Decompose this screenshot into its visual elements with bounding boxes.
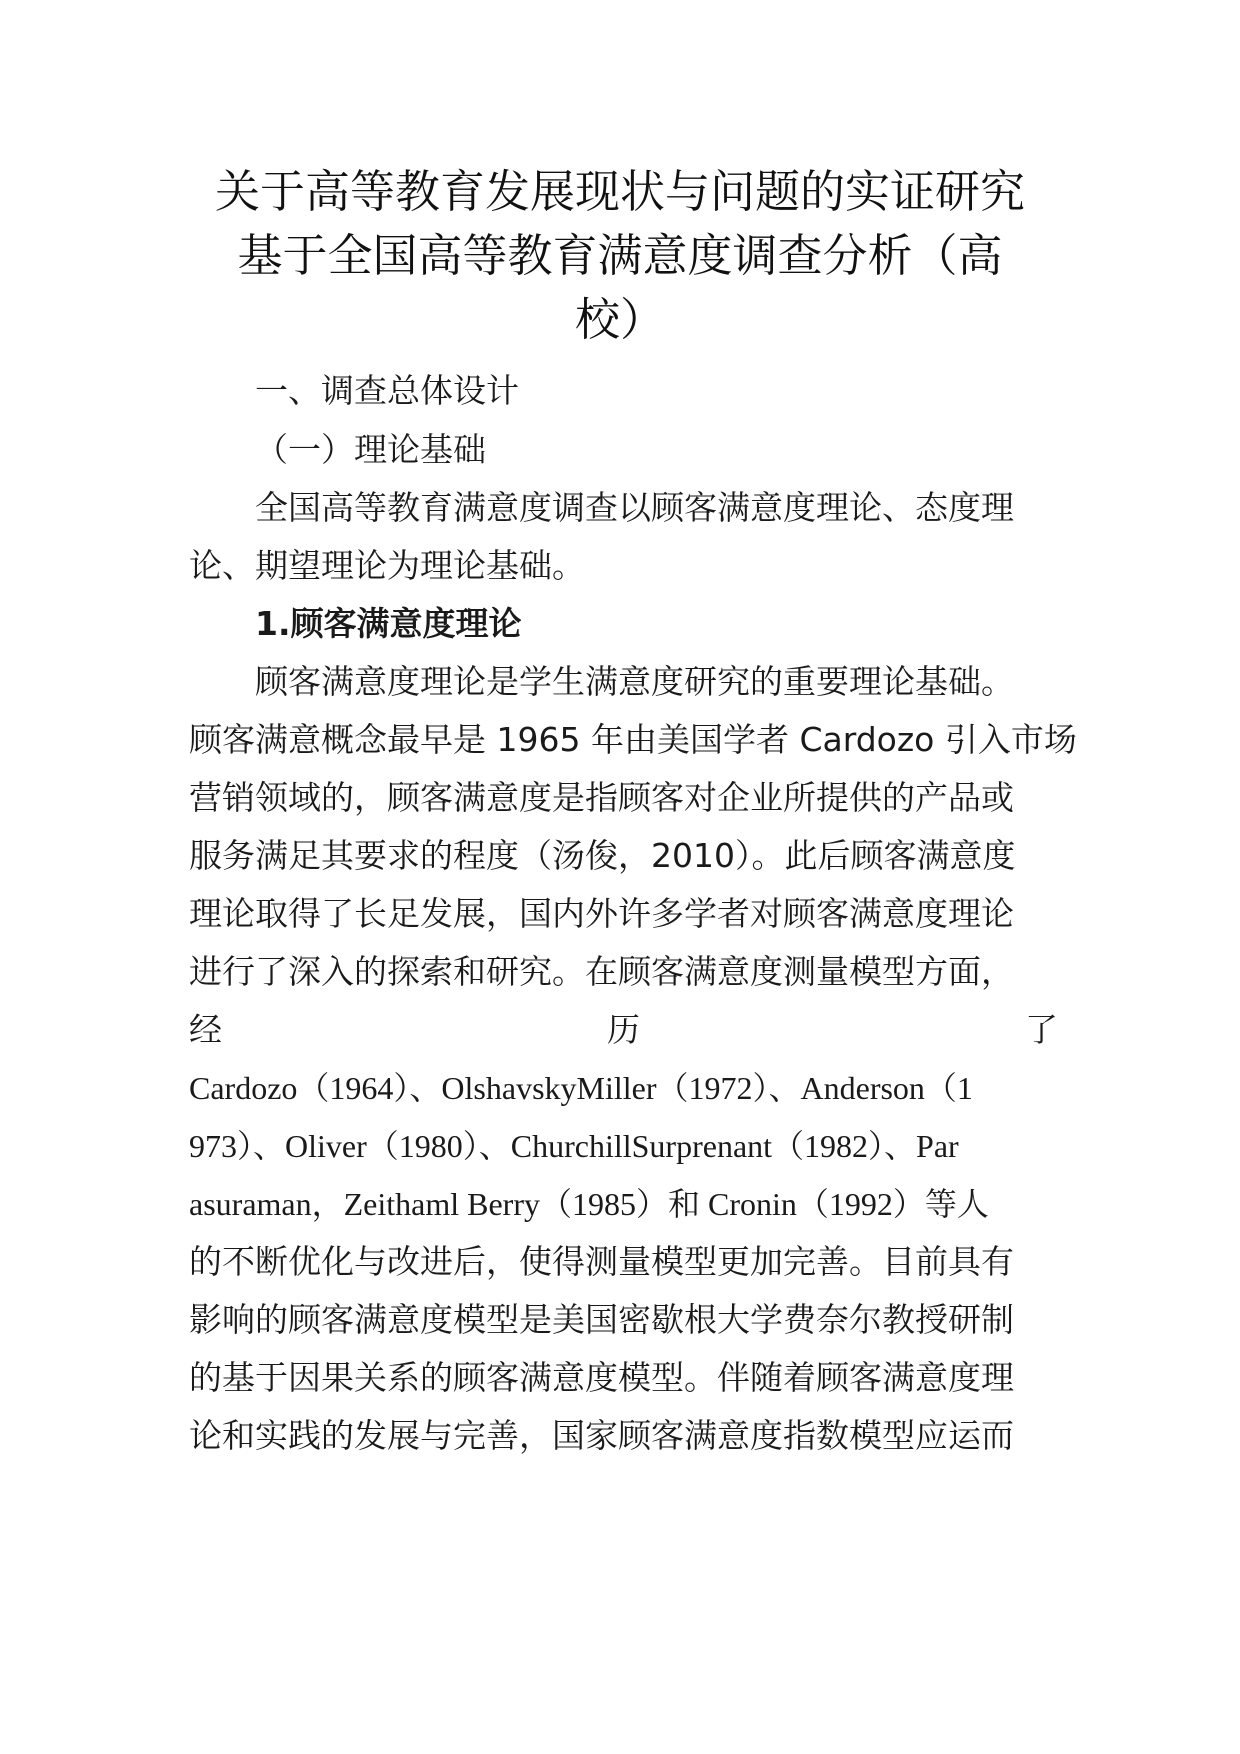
document-title	[180, 160, 1060, 352]
paragraph-line: 论、期望理论为理论基础。	[189, 546, 585, 585]
paragraph-line: 论和实践的发展与完善，国家顾客满意度指数模型应运而	[189, 1416, 1014, 1455]
subsubsection-heading: 1.顾客满意度理论	[255, 604, 522, 643]
paragraph-line: 的基于因果关系的顾客满意度模型。伴随着顾客满意度理	[189, 1358, 1014, 1397]
title-line: 基于全国高等教育满意度调查分析（高	[237, 229, 1003, 282]
title-line: 校）	[574, 293, 665, 346]
paragraph-line: 的不断优化与改进后，使得测量模型更加完善。目前具有	[189, 1242, 1014, 1281]
paragraph-line: 理论取得了长足发展，国内外许多学者对顾客满意度理论	[189, 894, 1014, 933]
paragraph-line: 进行了深入的探索和研究。在顾客满意度测量模型方面，	[189, 952, 1014, 991]
justified-line	[189, 1010, 1058, 1050]
section-heading: 一、调查总体设计	[255, 371, 519, 410]
subsection-heading: （一）理论基础	[255, 430, 486, 469]
paragraph-line: 营销领域的，顾客满意度是指顾客对企业所提供的产品或	[189, 778, 1014, 817]
paragraph-line: asuraman，Zeithaml Berry（1985）和 Cronin（1992）等人	[189, 1186, 989, 1222]
paragraph-line: 973）、Oliver（1980）、ChurchillSurprenant（1982）、Par	[189, 1128, 959, 1164]
spread-word: 历	[607, 1010, 640, 1049]
title-line: 关于高等教育发展现状与问题的实证研究	[214, 165, 1025, 218]
paragraph-line: 全国高等教育满意度调查以顾客满意度理论、态度理	[255, 488, 1014, 527]
spread-word: 了	[1025, 1010, 1058, 1049]
paragraph-line: 影响的顾客满意度模型是美国密歇根大学费奈尔教授研制	[189, 1300, 1014, 1339]
paragraph-line: Cardozo（1964）、OlshavskyMiller（1972）、Anderson（1	[189, 1070, 973, 1106]
paragraph-line: 顾客满意概念最早是 1965 年由美国学者 Cardozo 引入市场	[189, 720, 1077, 759]
paragraph-line: 顾客满意度理论是学生满意度研究的重要理论基础。	[255, 662, 1014, 701]
spread-word: 经	[189, 1010, 222, 1049]
paragraph-line: 服务满足其要求的程度（汤俊，2010）。此后顾客满意度	[189, 836, 1016, 875]
